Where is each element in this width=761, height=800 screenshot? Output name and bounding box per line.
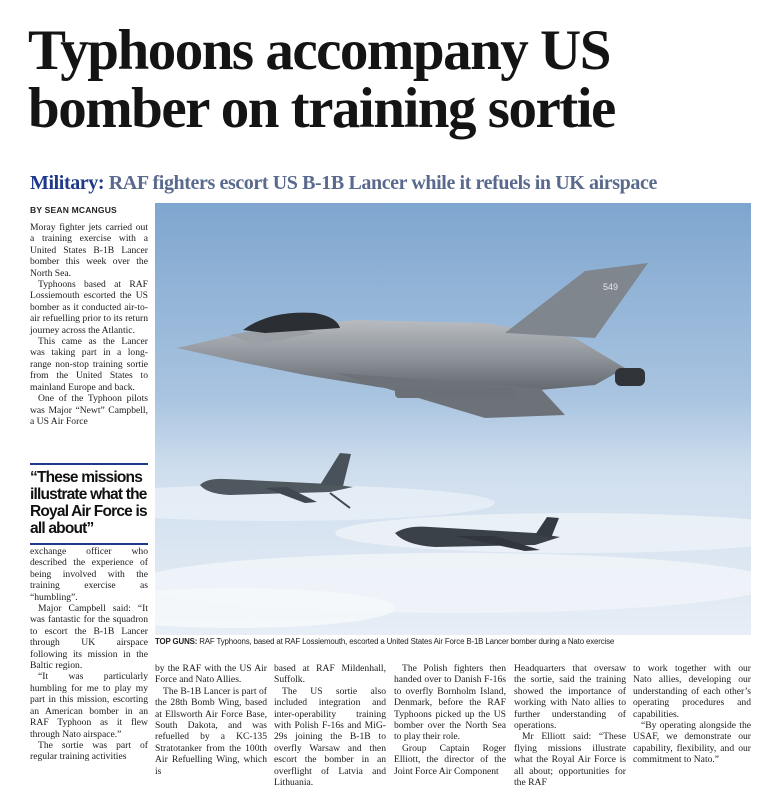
photo-caption (155, 637, 755, 646)
paragraph: by the RAF with the US Air Force and Nato Allies. (155, 663, 267, 686)
byline: BY SEAN MCANGUS (30, 205, 117, 215)
paragraph: Mr Elliott said: “These flying missions illustrate what the Royal Air Force is all about; opportunities for the RAF (514, 731, 626, 789)
body-column-6 (633, 663, 751, 766)
paragraph: Major Campbell said: “It was fantastic for the squadron to escort the B-1B Lancer through UK airspace following its mission in the Baltic region. (30, 603, 148, 672)
caption-text: RAF Typhoons, based at RAF Lossiemouth, escorted a United States Air Force B-1B Lancer bomber during a Nato exercise (197, 637, 615, 646)
paragraph: Group Captain Roger Elliott, the director of the Joint Force Air Component (394, 742, 506, 777)
paragraph: Moray fighter jets carried out a training exercise with a United States B-1B Lancer bomber this week over the North Sea. (30, 222, 148, 279)
paragraph: Typhoons based at RAF Lossiemouth escorted the US bomber as it conducted air-to-air refuelling prior to its return journey across the Atlantic. (30, 279, 148, 336)
caption-lead: TOP GUNS: (155, 637, 198, 646)
paragraph: The Polish fighters then handed over to Danish F-16s to overfly Bornholm Island, Denmark, before the RAF Typhoons picked up the US bomber over the North Sea to play their role. (394, 663, 506, 743)
body-column-2 (155, 663, 267, 777)
paragraph: “By operating alongside the USAF, we demonstrate our capability, flexibility, and our commitment to Nato.” (633, 720, 751, 766)
paragraph: Headquarters that oversaw the sortie, said the training showed the importance of working with Nato allies to further understanding of operations. (514, 663, 626, 732)
paragraph: “It was particularly humbling for me to play my part in this mission, escorting an American bomber in an RAF Typhoon as it flew through Nato airspace.” (30, 671, 148, 740)
headline: Typhoons accompany US bomber on training sortie (28, 19, 615, 140)
section-kicker: Military: (30, 172, 105, 194)
paragraph: based at RAF Mildenhall, Suffolk. (274, 663, 386, 686)
paragraph: This came as the Lancer was taking part in a long-range non-stop training sortie from the United States to mainland Europe and back. (30, 336, 148, 393)
body-column-3 (274, 663, 386, 788)
paragraph: to work together with our Nato allies, developing our understanding of each other’s operating procedures and capabilities. (633, 663, 751, 720)
body-column-4 (394, 663, 506, 777)
paragraph: One of the Typhoon pilots was Major “Newt” Campbell, a US Air Force (30, 393, 148, 427)
aircraft-photo (155, 203, 751, 635)
pull-quote: “These missions illustrate what the Royal Air Force is all about” (30, 463, 148, 545)
paragraph: The sortie was part of regular training activities (30, 739, 148, 763)
standfirst-text: RAF fighters escort US B-1B Lancer while it refuels in UK airspace (108, 172, 657, 194)
body-column-1-top (30, 222, 148, 427)
paragraph: exchange officer who described the experience of being involved with the training exercise as “humbling”. (30, 546, 148, 603)
paragraph: The B-1B Lancer is part of the 28th Bomb Wing, based at Ellsworth Air Force Base, South Dakota, and was refuelled by a KC-135 Stratotanker from the 100th Air Refuelling Wing, which is (155, 685, 267, 777)
standfirst (30, 171, 750, 195)
body-column-5 (514, 663, 626, 788)
paragraph: The US sortie also included integration and inter-operability training with Polish F-16s and MiG-29s joining the B-1B to overfly Warsaw and then escort the bomber in an overflight of Latvia and Lithuania. (274, 685, 386, 789)
aircraft-photo-illustration (155, 203, 751, 635)
tail-number: 549 (603, 282, 619, 292)
body-column-1-bottom (30, 546, 148, 763)
